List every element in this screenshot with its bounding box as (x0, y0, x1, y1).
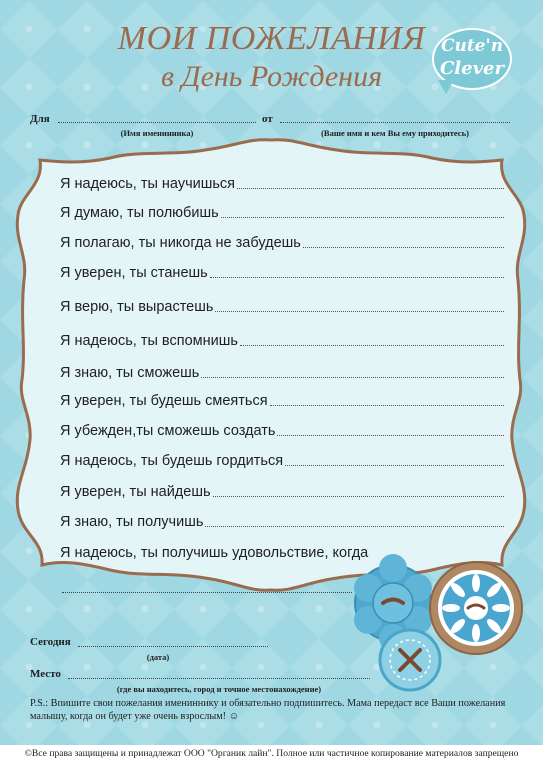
wish-dotted-field[interactable] (215, 311, 504, 312)
wish-line-9[interactable] (60, 423, 504, 439)
from-hint: (Ваше имя и кем Вы ему приходитесь) (321, 128, 469, 138)
wish-dotted-field[interactable] (240, 345, 504, 346)
wish-dotted-field[interactable] (303, 247, 504, 248)
decorative-buttons (348, 548, 528, 698)
wish-line-12[interactable] (60, 514, 504, 530)
wish-text: Я полагаю, ты никогда не забудешь (60, 235, 301, 251)
copyright-text: ©Все права защищены и принадлежат ООО "Органик лайн". Полное или частичное копирование материалов запрещено (24, 748, 519, 759)
wish-text: Я надеюсь, ты научишься (60, 176, 236, 192)
wish-text: Я знаю, ты сможешь (60, 365, 200, 381)
page-title: МОИ ПОЖЕЛАНИЯ (117, 20, 426, 57)
wish-line-5[interactable] (60, 299, 504, 315)
place-hint: (где вы находитесь, город и точное местонахождение) (116, 684, 322, 694)
wish-dotted-field[interactable] (270, 405, 504, 406)
brown-flower-button (430, 562, 522, 654)
wish-dotted-field[interactable] (201, 377, 504, 378)
wish-text: Я убежден,ты сможешь создать (60, 423, 276, 439)
for-label: Для (30, 113, 50, 125)
wish-text: Я надеюсь, ты получишь удовольствие, когда (60, 545, 369, 561)
wish-dotted-field[interactable] (277, 435, 504, 436)
wish-dotted-field[interactable] (221, 217, 504, 218)
date-hint: (дата) (146, 652, 170, 662)
wish-text: Я надеюсь, ты будешь гордиться (60, 453, 284, 469)
wish-line-3[interactable] (60, 235, 504, 251)
wish-line-7[interactable] (60, 365, 504, 381)
wish-text: Я знаю, ты получишь (60, 514, 204, 530)
logo-text-bottom: Clever (439, 58, 504, 79)
wish-line-1[interactable] (60, 176, 504, 192)
wish-dotted-field[interactable] (237, 188, 504, 189)
wish-text: Я надеюсь, ты вспомнишь (60, 333, 238, 349)
wish-dotted-field[interactable] (213, 496, 504, 497)
ps-note: P.S.: Впишите свои пожелания имениннику и обязательно подпишитесь. Мама передаст все Ваши пожелания малышу, когда он будет уже очень взрослым! ☺ (30, 698, 506, 722)
wish-text: Я думаю, ты полюбишь (60, 205, 219, 221)
place-label: Место (30, 668, 61, 680)
page-subtitle: в День Рождения (160, 60, 383, 93)
wish-text: Я уверен, ты станешь (60, 265, 208, 281)
wish-line-2[interactable] (60, 205, 504, 221)
wish-dotted-field[interactable] (285, 465, 504, 466)
wish-text: Я верю, ты вырастешь (60, 299, 214, 315)
wish-text: Я уверен, ты будешь смеяться (60, 393, 268, 409)
wish-line-8[interactable] (60, 393, 504, 409)
logo-text-top: Cute'n (440, 36, 504, 56)
wish-line-10[interactable] (60, 453, 504, 469)
wish-dotted-field[interactable] (210, 277, 504, 278)
wish-dotted-field[interactable] (205, 526, 504, 527)
date-field[interactable] (78, 646, 268, 647)
date-label: Сегодня (30, 636, 71, 648)
wish-line-11[interactable] (60, 484, 504, 500)
wish-line-6[interactable] (60, 333, 504, 349)
place-field[interactable] (68, 678, 370, 679)
for-hint: (Имя именинника) (120, 128, 194, 138)
wish-text: Я уверен, ты найдешь (60, 484, 211, 500)
from-label: от (262, 113, 273, 125)
wish-continuation-field[interactable] (62, 592, 352, 593)
small-blue-button (380, 630, 440, 690)
wish-line-4[interactable] (60, 265, 504, 281)
